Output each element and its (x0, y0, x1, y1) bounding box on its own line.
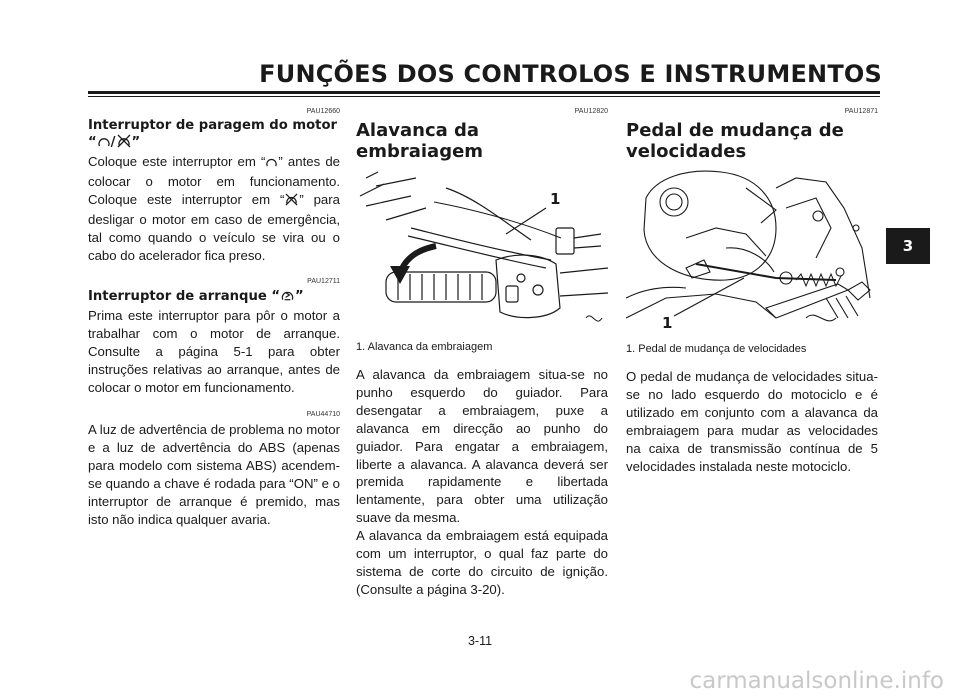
engine-stop-icon (116, 134, 132, 153)
text-run: ” (295, 289, 304, 305)
text-run: Coloque este interruptor em “ (88, 154, 266, 169)
column-2 (356, 108, 608, 599)
header-rule (88, 91, 880, 94)
quote-close: ” (131, 135, 141, 150)
shift-pedal-title-line2: velocidades (626, 141, 747, 162)
text-run: ” para desligar o motor em caso de emergência, tal como quando o veículo se vira ou o cabo do acelerador fica preso. (88, 191, 340, 263)
page-header-title: FUNÇÕES DOS CONTROLOS E INSTRUMENTOS (259, 60, 882, 88)
engine-stop-switch-heading: Interruptor de paragem do motor (88, 118, 338, 133)
engine-stop-icon (284, 193, 299, 211)
clutch-lever-paragraph-2: A alavanca da embraiagem está equipada com um interruptor, o qual faz parte do sistema de corte do circuito de ignição. (Consulte a página 3-20). (356, 528, 608, 597)
section-code: PAU12820 (574, 108, 608, 115)
shift-pedal-caption: 1. Pedal de mudança de velocidades (626, 343, 807, 355)
shift-pedal-paragraph: O pedal de mudança de velocidades situa-se no lado esquerdo do motociclo e é utilizado em conjunto com a alavanca da embraiagem para mudar as velocidades na caixa de transmissão contínua de 5 velocidades instalada neste motociclo. (626, 369, 878, 474)
text-run: ” antes de colocar o motor em funcionamento. Coloque este interruptor em “ (88, 154, 340, 207)
shift-pedal-illustration (626, 168, 878, 338)
section-code: PAU12711 (307, 278, 340, 286)
column-1 (88, 108, 340, 528)
watermark: carmanualsonline.info (689, 668, 944, 694)
starter-icon (280, 288, 295, 307)
symbol-slash: / (110, 135, 116, 150)
engine-run-icon (265, 155, 278, 173)
clutch-lever-figure (356, 168, 608, 336)
warning-light-text: A luz de advertência de problema no motor e a luz de advertência do ABS (apenas para modelo com sistema ABS) acendem-se quando a chave é rodada para “ON” e o interruptor de arranque é premido, mas isto não indica qualquer avaria. (88, 421, 340, 527)
shift-pedal-title: Pedal de mudança de (626, 120, 844, 141)
section-code: PAU44710 (306, 410, 340, 418)
callout-1: 1 (550, 190, 561, 208)
clutch-lever-title: Alavanca da embraiagem (356, 120, 484, 162)
chapter-tab[interactable] (886, 228, 930, 264)
callout-1: 1 (662, 314, 673, 332)
engine-stop-switch-text (88, 153, 340, 264)
column-3 (626, 108, 878, 475)
start-switch-text: Prima este interruptor para pôr o motor a trabalhar com o motor de arranque. Consulte a página 5-1 para obter instruções relativas ao arranque, antes de colocar o motor em funcionamento. (88, 308, 340, 396)
section-code: PAU12871 (844, 108, 878, 115)
text-run: Interruptor de arranque “ (88, 289, 281, 305)
engine-stop-switch-symbols (88, 134, 340, 153)
clutch-lever-illustration (356, 168, 608, 336)
quote-open: “ (88, 135, 97, 150)
section-code: PAU12660 (306, 108, 340, 115)
shift-pedal-figure (626, 168, 878, 338)
page-number: 3-11 (467, 634, 493, 648)
header-rule-thin (88, 96, 880, 97)
clutch-lever-paragraph-1: A alavanca da embraiagem situa-se no punho esquerdo do guiador. Para desengatar a embraiagem, puxe a alavanca em direcção ao punho do guiador. Para engatar a embraiagem, liberte a alavanca. A alavanca deverá ser premida rapidamente e libertada lentamente, para obter uma utilização suave da mesma. (356, 367, 608, 526)
clutch-lever-caption: 1. Alavanca da embraiagem (356, 341, 493, 353)
chapter-tab-number: 3 (902, 237, 914, 255)
engine-run-icon (97, 134, 111, 153)
start-switch-heading (88, 288, 340, 307)
